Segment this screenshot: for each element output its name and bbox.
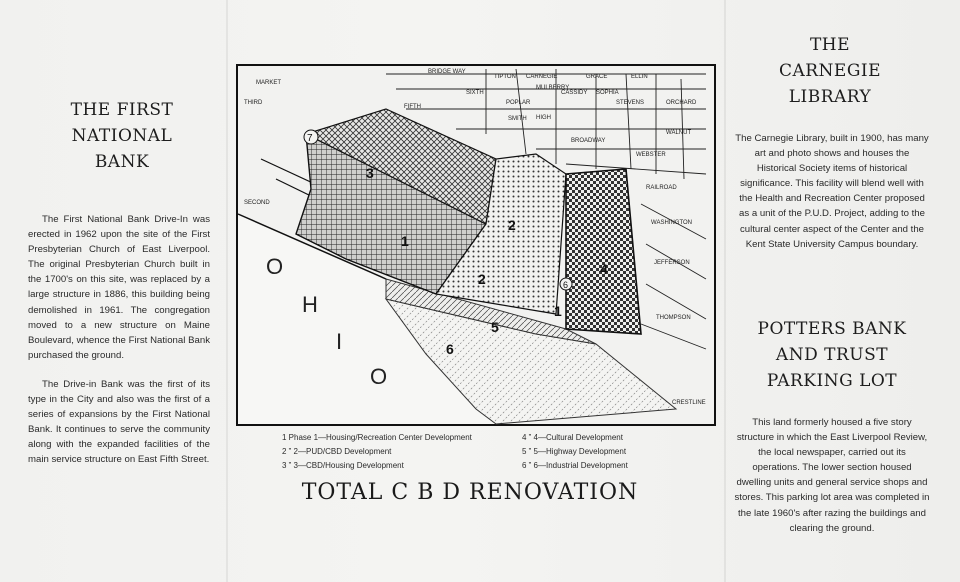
street-label: POPLAR xyxy=(506,100,531,106)
street-label: THIRD xyxy=(244,100,263,106)
street-label: SECOND xyxy=(244,200,270,206)
zone-label: 4 xyxy=(600,261,608,277)
street-label: TIPTON xyxy=(494,74,516,80)
paragraph: This land formerly housed a five story structure in which the East Liverpool Review, the local newspaper, carried out its operations. The lower section housed dwelling units and general service shops and stores. This parking lot area was completed in the late 1960's after razing the buildings and clearing the ground. xyxy=(734,417,930,534)
street-label: WEBSTER xyxy=(636,152,666,158)
street-label: SOPHIA xyxy=(596,90,619,96)
heading-line: AND TRUST xyxy=(775,345,889,365)
street-label: MULBERRY xyxy=(536,85,570,91)
paragraph: The Drive-in Bank was the first of its type in the City and also was the first of a series of expansions by the First National Bank. It continues to serve the community along with the expanded facilities of the main service structure on East Fifth Street. xyxy=(28,378,210,466)
heading-line: THE FIRST xyxy=(70,100,174,120)
street-label: STEVENS xyxy=(616,100,645,106)
zone-label: 1 xyxy=(554,303,562,319)
street-label: WASHINGTON xyxy=(651,220,693,226)
heading-line: NATIONAL xyxy=(71,126,173,146)
street-label: CRESTLINE xyxy=(672,400,706,406)
street-label: RAILROAD xyxy=(646,185,677,191)
paragraph: The Carnegie Library, built in 1900, has many art and photo shows and houses the Historical Society items of historical significance. This facility will blend well with the Health and Recreation Center proposed as a unit of the P.U.D. Project, adding to the cultural center aspect of the Center and the Kent State University Campus boundary. xyxy=(735,133,929,250)
legend-item: 3 ” 3—CBD/Housing Development xyxy=(282,461,404,470)
fold-line-right xyxy=(724,0,726,582)
map-legend-right xyxy=(522,431,628,473)
street-label: BROADWAY xyxy=(571,138,606,144)
legend-item: 1 Phase 1—Housing/Recreation Center Development xyxy=(282,433,472,442)
street-label: MARKET xyxy=(256,80,282,86)
zone-label: 6 xyxy=(563,280,569,290)
heading-line: PARKING LOT xyxy=(766,371,898,391)
river-letter: O xyxy=(370,364,388,389)
street-label: HIGH xyxy=(536,115,551,121)
zone-label: 2 xyxy=(508,217,516,233)
carnegie-library-heading xyxy=(736,32,924,110)
heading-line: POTTERS BANK xyxy=(757,319,907,339)
street-label: WALNUT xyxy=(666,130,692,136)
street-label: THOMPSON xyxy=(656,315,691,321)
cbd-renovation-map xyxy=(236,64,716,426)
heading-line: THE xyxy=(809,35,851,55)
zone-label: 6 xyxy=(446,341,454,357)
zone-label: 2 xyxy=(478,271,486,287)
street-label: ORCHARD xyxy=(666,100,697,106)
street-label: JEFFERSON xyxy=(654,260,690,266)
map-caption-title: TOTAL C B D RENOVATION xyxy=(301,480,639,505)
zone-label: 5 xyxy=(491,319,499,335)
heading-line: CARNEGIE xyxy=(778,61,882,81)
street-label: SMITH xyxy=(508,116,527,122)
river-letter: H xyxy=(302,292,318,317)
street-label: BRIDGE WAY xyxy=(428,69,466,75)
heading-line: BANK xyxy=(94,152,150,172)
first-national-bank-text xyxy=(28,212,210,482)
fold-line-left xyxy=(226,0,228,582)
street-label: CARNEGIE xyxy=(526,74,558,80)
street-label: FIFTH xyxy=(404,104,421,110)
legend-item: 4 ” 4—Cultural Development xyxy=(522,433,623,442)
street-label: GRACE xyxy=(586,74,608,80)
zone-label: 7 xyxy=(307,133,313,144)
potters-bank-heading xyxy=(734,316,930,394)
first-national-bank-heading xyxy=(22,97,222,175)
street-label: CASSIDY xyxy=(561,90,588,96)
zone-label: 3 xyxy=(366,165,374,181)
carnegie-library-text xyxy=(734,131,930,252)
river-letter: O xyxy=(266,254,284,279)
street-label: ELLIN xyxy=(631,74,648,80)
river-letter: I xyxy=(336,329,343,354)
zone-label: 1 xyxy=(401,233,409,249)
map-legend-left xyxy=(282,431,472,473)
potters-bank-text xyxy=(734,415,930,536)
paragraph: The First National Bank Drive-In was erected in 1962 upon the site of the First Presbyterian Church of East Liverpool. The original Presbyterian Church built in the 1700's on this site, was replaced by a large structure in 1886, this building being demolished in 1961. The congregation moved to a new structure on Maine Boulevard, whence the First National Bank purchased the ground. xyxy=(28,214,210,361)
heading-line: LIBRARY xyxy=(788,87,872,107)
street-label: SIXTH xyxy=(466,90,484,96)
legend-item: 6 ” 6—Industrial Development xyxy=(522,461,628,470)
legend-item: 5 ” 5—Highway Development xyxy=(522,447,627,456)
legend-item: 2 ” 2—PUD/CBD Development xyxy=(282,447,392,456)
